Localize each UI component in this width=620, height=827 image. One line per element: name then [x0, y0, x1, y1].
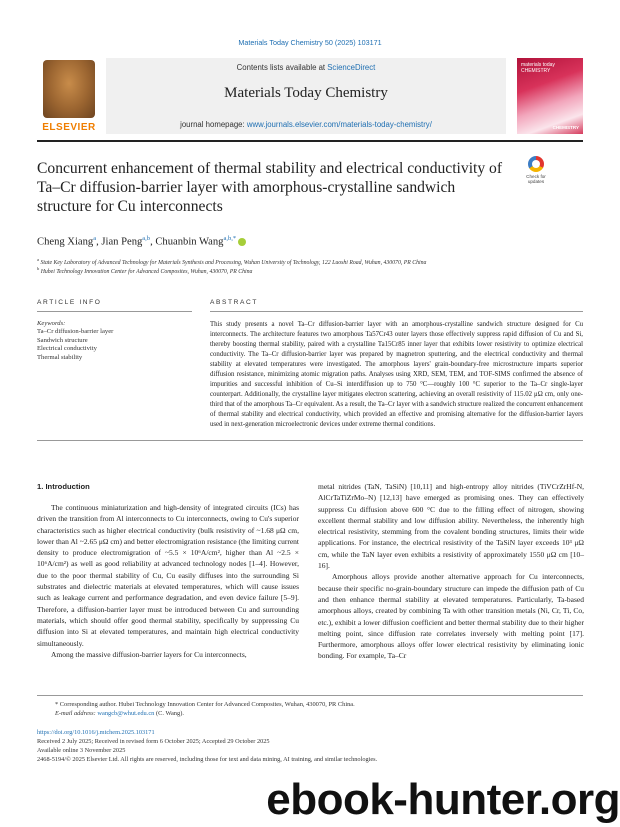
author-affiliation-mark[interactable]: a,b,*	[223, 235, 237, 242]
author-affiliation-mark[interactable]: a	[93, 235, 97, 242]
homepage-link[interactable]: www.journals.elsevier.com/materials-today-chemistry/	[246, 120, 432, 129]
article-info-rule	[37, 311, 192, 312]
corresponding-author-note: * Corresponding author. Hubei Technology Innovation Center for Advanced Composites, Wuhan, 430070, PR China.	[55, 701, 355, 708]
available-online: Available online 3 November 2025	[37, 747, 126, 754]
journal-reference[interactable]: Materials Today Chemistry 50 (2025) 103171	[238, 38, 382, 47]
received-dates: Received 2 July 2025; Received in revised form 6 October 2025; Accepted 29 October 2025	[37, 738, 270, 745]
abstract-header: ABSTRACT	[210, 299, 258, 306]
journal-cover[interactable]	[517, 58, 583, 134]
body-column-right	[318, 481, 584, 662]
watermark-text: ebook-hunter.org	[266, 775, 620, 824]
paragraph: Among the massive diffusion-barrier layers for Cu interconnects,	[51, 649, 247, 659]
sciencedirect-link[interactable]: ScienceDirect	[327, 63, 376, 72]
body-column-left	[37, 502, 299, 660]
paragraph: Amorphous alloys provide another alternative approach for Cu interconnects, because their specific no-grain-boundary structure can impede the diffusion path of Cu and then enhance thermal stability at elevated temperatures. Particularly, Ta-based amorphous alloys, created by combining Ta with other transition metals (Ni, Cr, Ti, Co, etc.), exhibit a lower diffusion coefficient and better thermal stability due to their higher melting point, since diffusion rate correlates inversely with melting point [17]. Furthermore, amorphous alloys offer lower electrical resistivity by eliminating ionic bonding. For example, Ta–Cr	[318, 572, 584, 661]
contents-line: Contents lists available at ScienceDirect	[236, 63, 376, 72]
cover-label: materials today CHEMISTRY	[521, 62, 555, 74]
keyword-item: Electrical conductivity	[37, 345, 97, 353]
keyword-item: Ta–Cr diffusion-barrier layer	[37, 328, 114, 336]
doi-link[interactable]: https://doi.org/10.1016/j.mtchem.2025.103171	[37, 729, 155, 736]
author-name[interactable]: Chuanbin Wang	[155, 236, 224, 248]
check-updates-icon	[528, 156, 544, 172]
author-name[interactable]: Cheng Xiang	[37, 236, 94, 248]
publisher-name: ELSEVIER	[42, 122, 96, 133]
orcid-icon[interactable]	[238, 238, 246, 246]
author-list: Cheng Xiang$^a$, Jian Peng$^{a,b}$, Chuanbin Wang$^{a,b,*}$	[37, 235, 246, 248]
abstract-rule	[210, 311, 583, 312]
keyword-item: Sandwich structure	[37, 336, 88, 344]
elsevier-tree-icon	[43, 60, 95, 118]
elsevier-logo[interactable]	[37, 58, 101, 134]
paragraph: The continuous miniaturization and high-density of integrated circuits (ICs) has driven the transition from Al interconnects to Cu interconnects, owing to Cu's superior characteristics such as higher electrical conductivity (bulk resistivity of ~1.68 μΩ cm, lower than Al ~2.65 μΩ cm) and better electromigration resistance (the limiting current density to produce electromigration of ~5.5 × 10⁶A/cm², higher than Al ~2.5 × 10⁶A/cm²) as well as good reliability at advanced technology nodes [1–4]. However, due to the poor thermal stability of Cu, Cu easily diffuses into the surrounding Si substrates and dielectric materials at elevated temperatures, which will cause issues such as leakage current and performance degradation, and even device failure [5–9]. Therefore, a diffusion-barrier layer must be introduced between Cu and surrounding materials, which should offer good thermal stability, specifically by suppressing Cu diffusion into Si at elevated temperatures, and maintain high electrical conductivity simultaneously.	[37, 503, 299, 648]
author-name[interactable]: Jian Peng	[101, 236, 143, 248]
introduction-heading: 1. Introduction	[37, 482, 90, 491]
check-updates-label: Check for updates	[526, 174, 546, 185]
abstract-bottom-rule	[37, 440, 583, 441]
author-affiliation-mark[interactable]: a,b	[142, 235, 151, 242]
email-line: E-mail address: wangcb@whut.edu.cn (C. Wang).	[55, 710, 184, 717]
affiliation-b: $^b$ Hubei Technology Innovation Center for Advanced Composites, Wuhan, 430070, PR China	[37, 266, 253, 275]
abstract-text: This study presents a novel Ta–Cr diffusion-barrier layer with an amorphous-crystalline sandwich structure designed for Cu interconnects. The architecture features two amorphous Ta57Cr43 outer layers those effectively suppress rapid diffusion of Cu and Si, thereby boosting thermal stability, paired with a crystalline Ta15Cr85 inner layer that exhibits lower resistivity to optimize electrical conductivity. The Ta–Cr diffusion-barrier layer was prepared by magnetron sputtering, and the electrical conductivity and thermal stability at elevated temperatures were investigated. The amorphous layers' grain-boundary-free microstructure imparts superior diffusion resistance, minimizing atomic migration paths. Analyses using XRD, SEM, TEM, and TOF-SIMS confirmed the absence of impurities and successful inhibition of Cu–Si interdiffusion up to 750 °C—roughly 100 °C superior to the Ta–Cr single-layer counterpart. Additionally, the crystalline layer mitigates electron scattering, achieving an overall resistivity of 115.02 μΩ cm, only one-third that of the amorphous Ta–Cr equivalent. As a result, the Ta–Cr layer with a sandwich structure realized the concurrent enhancement of thermal stability and electrical conductivity, which provided an effective and promising alternative for the diffusion-barrier layers used in next-generation microelectronic devices under extreme thermal conditions.	[210, 321, 583, 428]
footnote	[37, 700, 583, 718]
header-rule	[37, 140, 583, 142]
affiliation-a: $^a$ State Key Laboratory of Advanced Technology for Materials Synthesis and Processing, Wuhan University of Technology, 122 Luoshi Road, Wuhan, 430070, PR China	[37, 257, 427, 266]
keywords-block	[37, 320, 192, 362]
homepage-line: journal homepage: www.journals.elsevier.com/materials-today-chemistry/	[180, 120, 432, 129]
copyright-line: 2468-5194/© 2025 Elsevier Ltd. All rights are reserved, including those for text and data mining, AI training, and similar technologies.	[37, 756, 378, 763]
cover-footer: CHEMISTRY	[552, 125, 579, 130]
article-info-header: ARTICLE INFO	[37, 299, 102, 306]
email-link[interactable]: wangcb@whut.edu.cn	[97, 710, 155, 717]
check-updates-button[interactable]	[519, 156, 553, 188]
keyword-item: Thermal stability	[37, 353, 83, 361]
publication-info	[37, 728, 583, 764]
paragraph: metal nitrides (TaN, TaSiN) [10,11] and high-entropy alloy nitrides (TiVCrZrHf-N, AlCrTaTiZrMo–N) [12,13] have emerged as promising ones. They can effectively suppress Cu diffusion above 600 °C due to the filling effect of nitrogen, showing excellent thermal stability and low diffusion ability. Nevertheless, the inherently high electrical resistivity, stemming from the covalent bonding structures, limits their wide applications. For instance, the electrical resistivity of the TaSiN layer exceeds 10³ μΩ cm, while the TaN layer even exhibits a resistivity of approximately 1550 μΩ cm [10–16].	[318, 482, 584, 571]
watermark	[150, 776, 620, 824]
article-title: Concurrent enhancement of thermal stability and electrical conductivity of Ta–Cr diffusion-barrier layer with amorphous-crystalline sandwich structure for Cu interconnects	[37, 160, 503, 215]
keywords-label: Keywords:	[37, 320, 66, 327]
footnote-rule	[37, 695, 583, 696]
journal-title: Materials Today Chemistry	[224, 85, 388, 101]
